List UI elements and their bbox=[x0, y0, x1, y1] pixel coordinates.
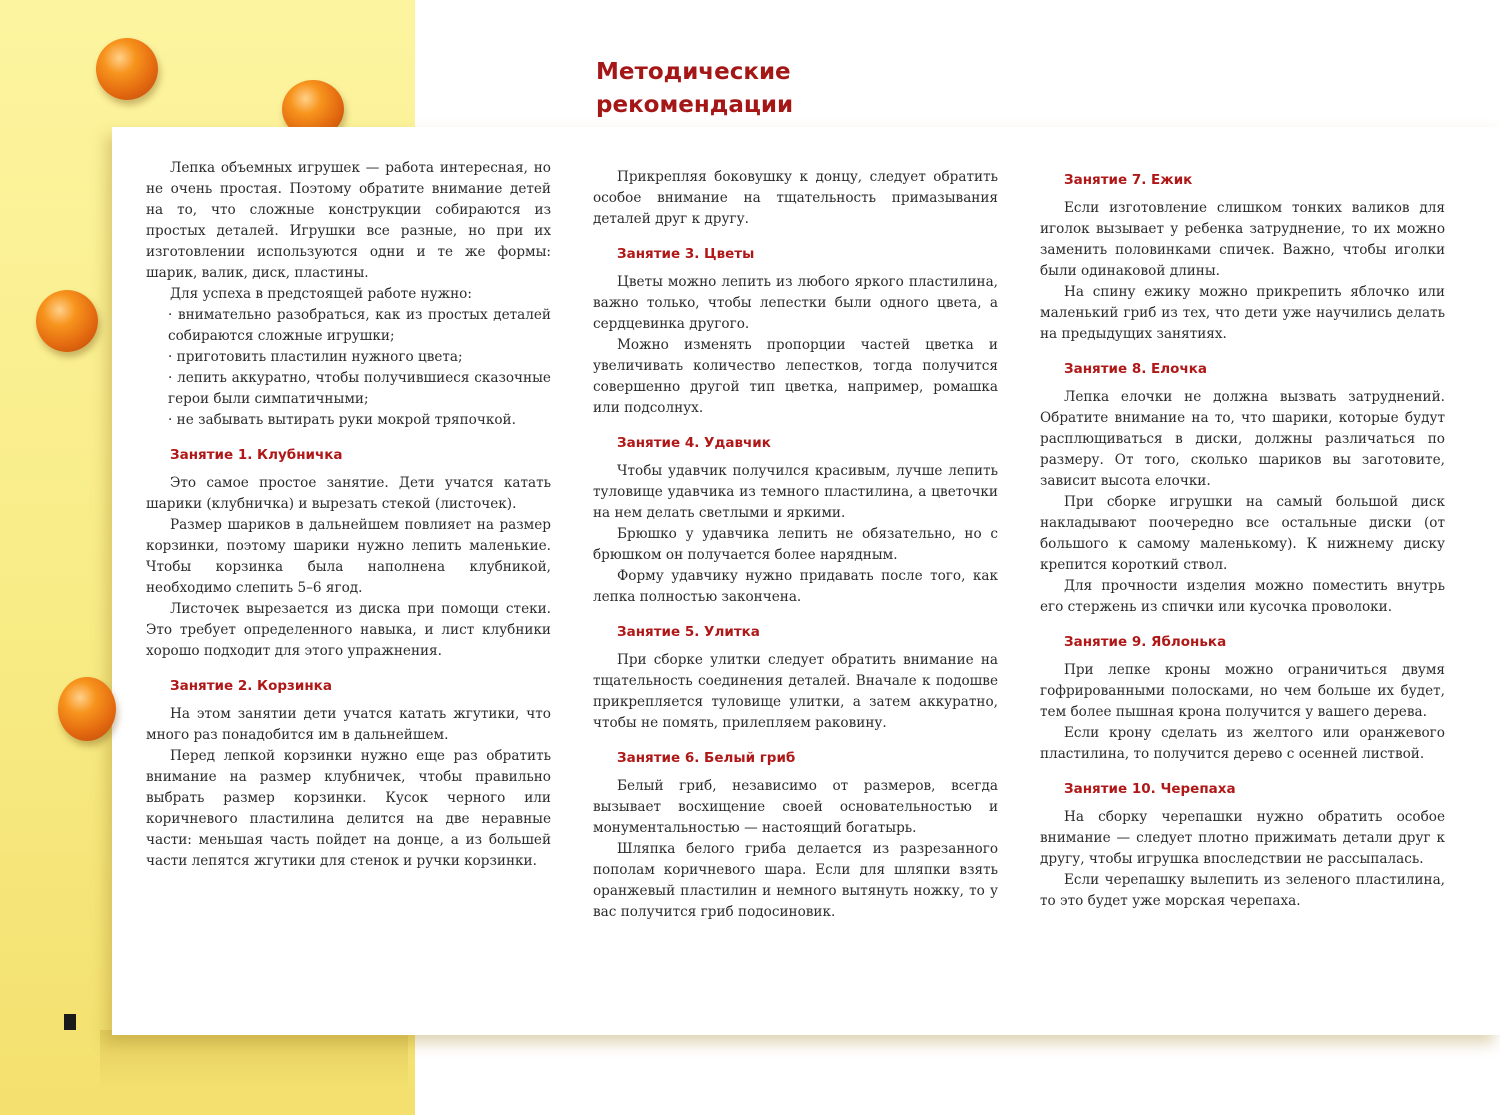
list-item: · приготовить пластилин нужного цвета; bbox=[146, 347, 551, 368]
paragraph: Перед лепкой корзинки нужно еще раз обратить внимание на размер клубничек, чтобы правильно выбрать размер корзинки. Кусок черного или коричневого пластилина делится на две неравные части: меньшая часть пойдет на донце, а из большей части лепятся жгутики для стенок и ручки корзинки. bbox=[146, 748, 551, 869]
lesson-heading: Занятие 6. Белый гриб bbox=[617, 750, 796, 766]
lesson-heading: Занятие 10. Черепаха bbox=[1064, 781, 1236, 797]
paragraph: Прикрепляя боковушку к донцу, следует обратить особое внимание на тщательность примазывания деталей друг к другу. bbox=[593, 169, 998, 227]
lesson-heading: Занятие 1. Клубничка bbox=[170, 447, 343, 463]
paragraph: Для успеха в предстоящей работе нужно: bbox=[170, 286, 472, 302]
paragraph: На сборку черепашки нужно обратить особое внимание — следует плотно прижимать детали друг к другу, чтобы игрушка впоследствии не рассыпалась. bbox=[1040, 809, 1445, 867]
paragraph: Это самое простое занятие. Дети учатся катать шарики (клубничка) и вырезать стекой (листочек). bbox=[146, 475, 551, 512]
paragraph: При лепке кроны можно ограничиться двумя гофрированными полосками, но чем больше их будет, тем более пышная крона получится у вашего дерева. bbox=[1040, 662, 1445, 720]
paragraph: При сборке игрушки на самый большой диск накладывают поочередно все остальные диски (от большого к самому маленькому). К нижнему диску крепится короткий ствол. bbox=[1040, 494, 1445, 573]
page-marker bbox=[64, 1014, 76, 1030]
paragraph: Если черепашку вылепить из зеленого пластилина, то это будет уже морская черепаха. bbox=[1040, 872, 1445, 909]
paragraph: На этом занятии дети учатся катать жгутики, что много раз понадобится им в дальнейшем. bbox=[146, 706, 551, 743]
paragraph: Лепка объемных игрушек — работа интересная, но не очень простая. Поэтому обратите внимание детей на то, что сложные конструкции собираются из простых деталей. Игрушки все разные, но при их изготовлении используются одни и те же формы: шарик, валик, диск, пластины. bbox=[146, 160, 551, 281]
orange-ball-image bbox=[36, 290, 98, 352]
paragraph: Лепка елочки не должна вызвать затруднений. Обратите внимание на то, что шарики, которые будут расплющиваться в диски, должны различаться по размеру. От того, сколько шариков вы заготовите, зависит высота елочки. bbox=[1040, 389, 1445, 489]
column-2 bbox=[593, 167, 998, 923]
paragraph: Шляпка белого гриба делается из разрезанного пополам коричневого шара. Если для шляпки взять оранжевый пластилин и немного вытянуть ножку, то у вас получится гриб подосиновик. bbox=[593, 841, 998, 920]
orange-ball-image bbox=[58, 677, 116, 741]
paragraph: Белый гриб, независимо от размеров, всегда вызывает восхищение своей основательностью и монументальностью — настоящий богатырь. bbox=[593, 778, 998, 836]
lesson-heading: Занятие 4. Удавчик bbox=[617, 435, 771, 451]
panel-shadow bbox=[100, 1030, 408, 1090]
page-title bbox=[596, 56, 793, 122]
lesson-heading: Занятие 8. Елочка bbox=[1064, 361, 1207, 377]
page-title-line1: Методические bbox=[596, 59, 791, 85]
lesson-heading: Занятие 5. Улитка bbox=[617, 624, 760, 640]
paragraph: Если изготовление слишком тонких валиков для иголок вызывает у ребенка затруднение, то их можно заменить половинками спичек. Важно, чтобы иголки были одинаковой длины. bbox=[1040, 200, 1445, 279]
paragraph: Брюшко у удавчика лепить не обязательно, но с брюшком он получается более нарядным. bbox=[593, 526, 998, 563]
paragraph: Если крону сделать из желтого или оранжевого пластилина, то получится дерево с осенней листвой. bbox=[1040, 725, 1445, 762]
lesson-heading: Занятие 2. Корзинка bbox=[170, 678, 332, 694]
lesson-heading: Занятие 3. Цветы bbox=[617, 246, 755, 262]
column-1 bbox=[146, 158, 551, 872]
paragraph: Форму удавчику нужно придавать после того, как лепка полностью закончена. bbox=[593, 568, 998, 605]
paragraph: Листочек вырезается из диска при помощи стеки. Это требует определенного навыка, и лист клубники хорошо подходит для этого упражнения. bbox=[146, 601, 551, 659]
list-item: · лепить аккуратно, чтобы получившиеся сказочные герои были симпатичными; bbox=[146, 368, 551, 410]
paragraph: Цветы можно лепить из любого яркого пластилина, важно только, чтобы лепестки были одного цвета, а сердцевинка другого. bbox=[593, 274, 998, 332]
paragraph: Можно изменять пропорции частей цветка и увеличивать количество лепестков, тогда получится совершенно другой тип цветка, например, ромашка или подсолнух. bbox=[593, 337, 998, 416]
paragraph: Для прочности изделия можно поместить внутрь его стержень из спички или кусочка проволоки. bbox=[1040, 578, 1445, 615]
list-item: · не забывать вытирать руки мокрой тряпочкой. bbox=[146, 410, 551, 431]
orange-ball-image bbox=[96, 38, 158, 100]
paragraph: Размер шариков в дальнейшем повлияет на размер корзинки, поэтому шарики нужно лепить маленькие. Чтобы корзинка была наполнена клубникой, необходимо слепить 5–6 ягод. bbox=[146, 517, 551, 596]
lesson-heading: Занятие 9. Яблонька bbox=[1064, 634, 1227, 650]
lesson-heading: Занятие 7. Ежик bbox=[1064, 172, 1193, 188]
column-3 bbox=[1040, 170, 1445, 912]
paragraph: На спину ежику можно прикрепить яблочко или маленький гриб из тех, что дети уже научились делать на предыдущих занятиях. bbox=[1040, 284, 1445, 342]
paragraph: При сборке улитки следует обратить внимание на тщательность соединения деталей. Вначале к подошве прикрепляется туловище улитки, а затем аккуратно, чтобы не помять, прилепляем раковину. bbox=[593, 652, 998, 731]
page-title-line2: рекомендации bbox=[596, 92, 794, 118]
list-item: · внимательно разобраться, как из простых деталей собираются сложные игрушки; bbox=[146, 305, 551, 347]
paragraph: Чтобы удавчик получился красивым, лучше лепить туловище удавчика из темного пластилина, а цветочки на нем делать светлыми и яркими. bbox=[593, 463, 998, 521]
